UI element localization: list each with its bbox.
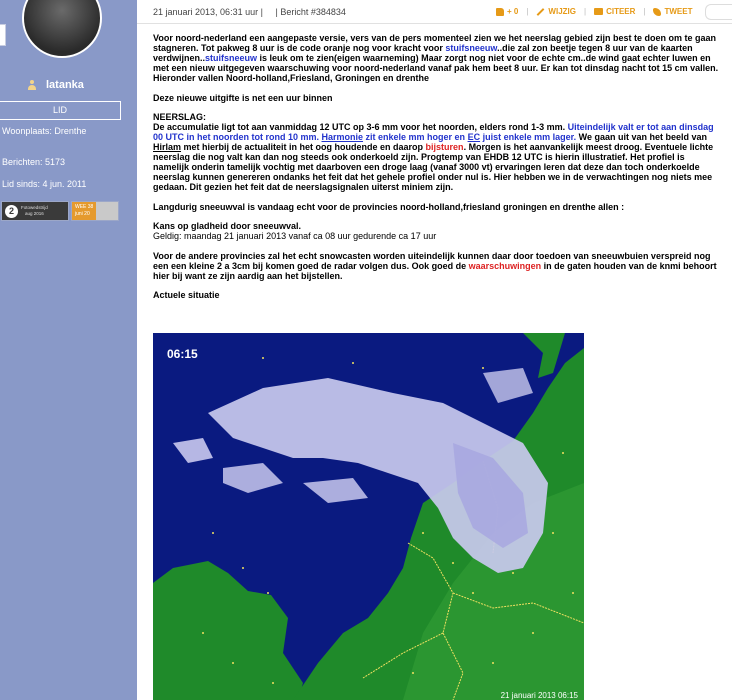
- neerslag-heading: NEERSLAG:: [153, 112, 207, 122]
- radar-timestamp: 21 januari 2013 06:15: [500, 691, 578, 700]
- link-stuifsneeuw[interactable]: stuifsneeuw: [205, 53, 258, 63]
- quote-label: CITEER: [606, 7, 636, 16]
- like-count: + 0: [507, 7, 519, 16]
- meta-separator: |: [275, 7, 278, 17]
- badge-text: Fotowedstrijd aug 2016: [21, 205, 48, 216]
- thumbs-up-icon: [496, 8, 504, 16]
- badge-number: 2: [5, 205, 18, 218]
- actuele-heading: Actuele situatie: [153, 290, 220, 300]
- user-icon: [28, 80, 36, 90]
- user-row: [28, 78, 84, 92]
- radar-map: [153, 333, 584, 700]
- post-meta: [153, 7, 346, 17]
- edit-button[interactable]: [536, 7, 576, 16]
- sidebar-tab-edge[interactable]: [0, 24, 6, 46]
- andere-provincies: Voor de andere provincies zal het echt snowcasten worden uiteindelijk kunnen daar door toedoen van sneeuwbuien verspreid nog een een kleine 2 a 3cm bij komen goed de radar volgen dus. Ook goed de waarschuwingen in de gaten houden van de knmi behoort hier bij want ze zijn aardig aan het bijstellen.: [153, 250, 717, 281]
- edit-label: WIJZIG: [548, 7, 576, 16]
- kans-valid: Geldig: maandag 21 januari 2013 vanaf ca 08 uur gedurende ca 17 uur: [153, 231, 437, 241]
- tweet-button[interactable]: [653, 7, 692, 16]
- like-button[interactable]: [496, 7, 518, 16]
- achievement-badges: [1, 201, 119, 221]
- post-actions: [496, 7, 692, 16]
- residence: Woonplaats: Drenthe: [2, 126, 87, 136]
- tweet-label: TWEET: [664, 7, 693, 16]
- link-stuifsneeuw[interactable]: stuifsneeuw: [445, 43, 498, 53]
- kans-section: [153, 221, 721, 241]
- meta-separator: |: [260, 7, 263, 17]
- member-since: Lid sinds: 4 jun. 2011: [2, 179, 87, 189]
- link-bijsturen[interactable]: bijsturen: [425, 142, 464, 152]
- new-issue-note: Deze nieuwe uitgifte is net een uur binnen: [153, 92, 333, 103]
- action-separator: |: [643, 7, 646, 16]
- post-toolbar: [137, 0, 732, 24]
- post-body: [153, 33, 721, 310]
- link-hirlam[interactable]: Hirlam: [153, 142, 182, 152]
- post-datetime: 21 januari 2013, 06:31 uur: [153, 7, 259, 17]
- action-separator: |: [526, 7, 529, 16]
- twitter-icon: [653, 8, 661, 16]
- rank-badge: LID: [0, 101, 121, 120]
- radar-image: [153, 333, 584, 700]
- badge-photo-contest[interactable]: [1, 201, 69, 221]
- quote-button[interactable]: [594, 7, 635, 16]
- more-button[interactable]: [705, 4, 732, 20]
- langdurig-note: Langdurig sneeuwval is vandaag echt voor de provincies noord-holland,friesland groningen en drenthe allen :: [153, 201, 625, 212]
- user-sidebar: [0, 0, 137, 700]
- neerslag-section: NEERSLAG: De accumulatie ligt tot aan vanmiddag 12 UTC op 3-6 mm voor het noorden, elders rond 1-3 mm. Uiteindelijk valt er tot aan dinsdag 00 UTC in het noorden tot rond 10 mm. Harmonie zit enkele mm hoger en EC juist enkele mm lager. We gaan uit van het beeld van Hirlam met hierbij de actualiteit in het oog houdende en daarop bijsturen. Morgen is het aanvankelijk meest droog. Eventuele lichte neerslag die nog valt kan dan nog steeds ook onderkoeld zijn. Progtemp van EHDB 12 UTC is hierin illustratief. Het profiel is namelijk onderin tamelijk vochtig met daarboven een droge laag (vanaf 3000 vt) ervaringen leren dat deze dan toch onderkoelde neerslag kunnen genereren ondanks het feit dat het gehele profiel onder nul is. Hier hebben we in de verwachtingen nog niets mee gedaan. Dit gezien het feit dat de neerslagsignalen uiterst miniem zijn.: [153, 112, 714, 192]
- avatar[interactable]: [22, 0, 102, 58]
- pencil-icon: [537, 8, 545, 16]
- post-intro: Voor noord-nederland een aangepaste versie, vers van de pers momenteel zien we het neerslag gebied zijn best te doen om te gaan stagneren. Tot pakweg 8 uur is de code oranje nog voor kracht voor stuifsneeuw..die zal zon beetje tegen 8 uur van de kaarten verdwijnen..stuifsneeuw is leuk om te zien(eigen waarneming) Maar zorgt nog niet voor de echte cm..de wind gaat echter luwen en met een nieuw uitgegeven waarschuwing voor noord-nederland vanaf pak hem beet 8 uur. Er kan tot dinsdag nacht tot 15 cm vallen. Hieronder vallen Noord-holland,Friesland, Groningen en drenthe: [153, 33, 719, 83]
- radar-time: 06:15: [167, 347, 198, 361]
- badge-week[interactable]: WEE 38 juni 20: [71, 201, 119, 221]
- username[interactable]: latanka: [46, 79, 84, 91]
- quote-icon: [594, 8, 603, 15]
- link-waarschuwingen[interactable]: waarschuwingen: [468, 260, 542, 271]
- link-harmonie[interactable]: Harmonie: [321, 132, 364, 142]
- post-count: Berichten: 5173: [2, 157, 66, 167]
- kans-heading: Kans op gladheid door sneeuwval.: [153, 221, 302, 231]
- link-ec[interactable]: EC: [467, 132, 481, 142]
- post-id[interactable]: Bericht #384834: [280, 7, 346, 17]
- action-separator: |: [583, 7, 587, 16]
